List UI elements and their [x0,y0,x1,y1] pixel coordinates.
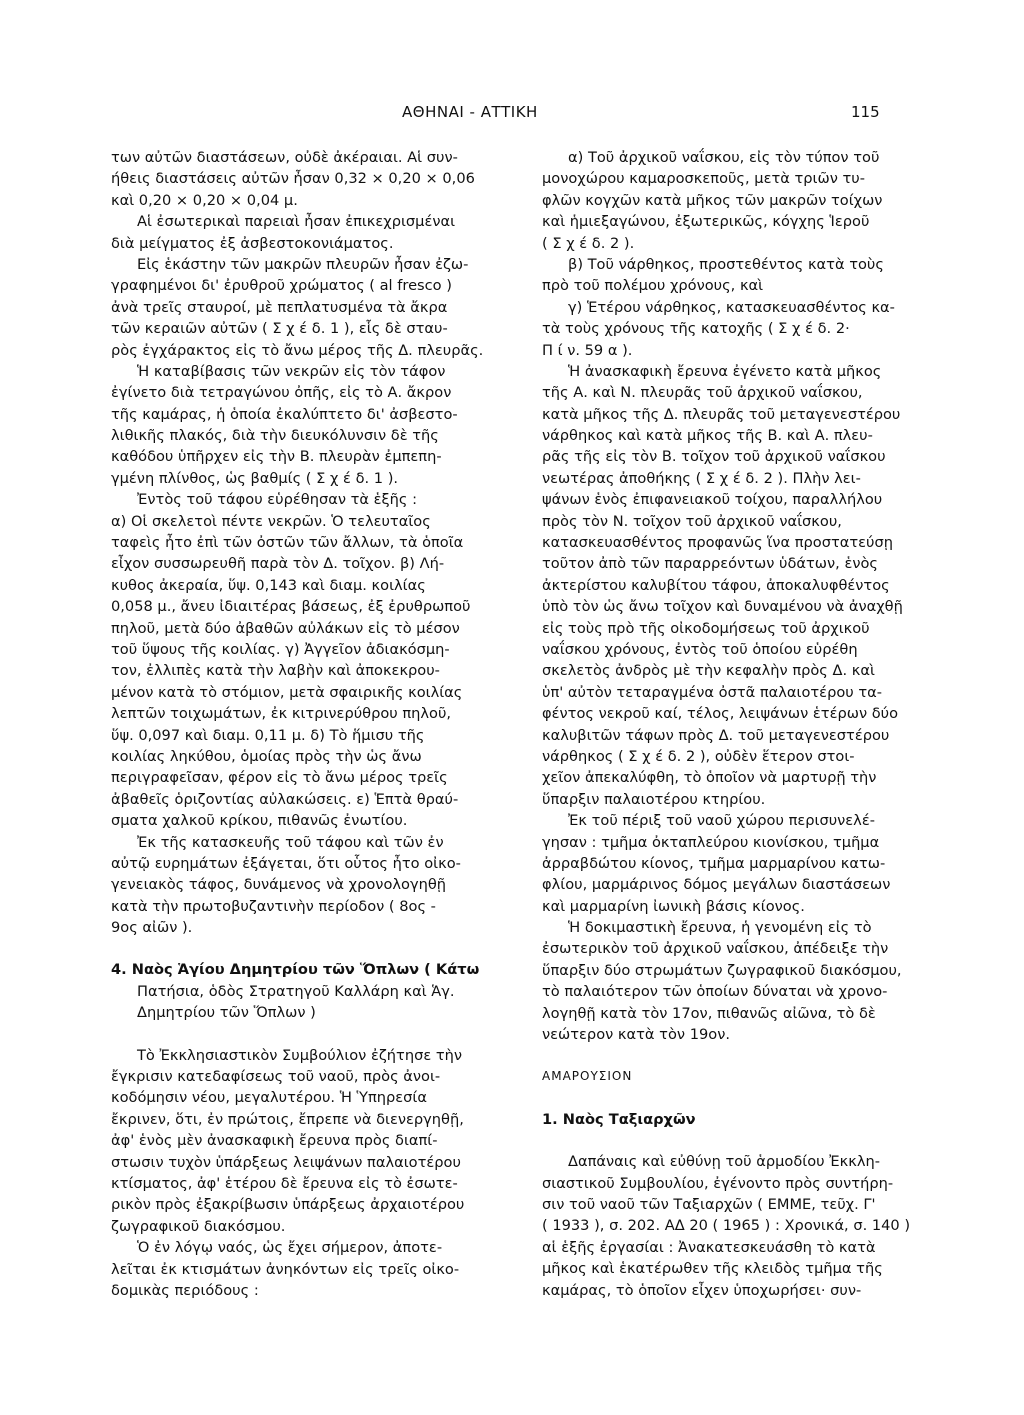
text-line: ρικὸν πρὸς ἐξακρίβωσιν ὑπάρξεως ἀρχαιοτέρου [111,1196,465,1214]
paragraph-gap [111,1024,483,1045]
text-line: 0,058 μ., ἄνευ ἰδιαιτέρας βάσεως, ἐξ ἐρυθρωποῦ [111,598,471,616]
text-line: λιθικῆς πλακός, διὰ τὴν διευκόλυνσιν δὲ τῆς [111,427,439,445]
text-line: πηλοῦ, μετὰ δύο ἀβαθῶν αὐλάκων εἰς τὸ μέσον [111,619,460,637]
text-line: Ἡ καταβίβασις τῶν νεκρῶν εἰς τὸν τάφον [137,362,446,380]
text-line: κοιλίας ληκύθου, ὁμοίας πρὸς τὴν ὡς ἄνω [111,747,422,765]
text-line: ὑπὸ τὸν ὡς ἄνω τοῖχον καὶ δυναμένου νὰ ἀναχθῇ [542,598,903,616]
text-line: σιαστικοῦ Συμβουλίου, ἐγένοντο πρὸς συντήρη- [542,1174,894,1192]
text-line: α) Τοῦ ἀρχικοῦ ναΐσκου, εἰς τὸν τύπον τοῦ [568,149,880,166]
text-line: σματα χαλκοῦ κρίκου, πιθανῶς ἐνωτίου. [111,812,408,830]
text-line: φέντος νεκροῦ καί, τέλος, λειψάνων ἑτέρων δύο [542,705,899,723]
text-line: περιγραφεῖσαν, φέρον εἰς τὸ ἄνω μέρος τρεῖς [111,769,448,787]
text-line: κατὰ μῆκος τῆς Δ. πλευρᾶς τοῦ μεταγενεστέρου [542,405,901,423]
text-line: μονοχώρου καμαροσκεποῦς, μετὰ τριῶν τυ- [542,170,865,188]
paragraph-gap [542,1130,889,1151]
text-line: ὕπαρξιν δύο στρωμάτων ζωγραφικοῦ διακόσμου, [542,961,902,979]
text-line: κυθος ἀκεραία, ὕψ. 0,143 καὶ διαμ. κοιλίας [111,576,426,594]
text-line: Π ί ν. 59 α ). [542,341,633,359]
text-line: φλίου, μαρμάρινος δόμος μεγάλων διαστάσεων [542,876,891,894]
text-line: Ἐκ τοῦ πέριξ τοῦ ναοῦ χώρου περισυνελέ- [568,812,875,830]
text-line: κοδόμησιν νέου, μεγαλυτέρου. Ἡ Ὑπηρεσία [111,1089,427,1107]
text-line: λεῖται ἐκ κτισμάτων ἀνηκόντων εἰς τρεῖς οἰκο- [111,1260,460,1278]
text-line: ἀκτερίστου καλυβίτου τάφου, ἀποκαλυφθέντος [542,576,890,594]
text-line: τὸ παλαιότερον τῶν ὁποίων δύναται νὰ χρονο- [542,983,888,1001]
text-line: λεπτῶν τοιχωμάτων, ἐκ κιτρινερύθρου πηλοῦ, [111,705,452,723]
text-line: δομικὰς περιόδους : [111,1281,259,1299]
paragraph-gap [542,1088,889,1109]
text-line: ζωγραφικοῦ διακόσμου. [111,1217,286,1235]
text-line: μῆκος καὶ ἑκατέρωθεν τῆς κλειδὸς τμῆμα τῆς [542,1260,883,1278]
text-line: νάρθηκος καὶ κατὰ μῆκος τῆς Β. καὶ Α. πλευ- [542,427,873,445]
text-line: εἰς τοὺς πρὸ τῆς οἰκοδομήσεως τοῦ ἀρχικοῦ [542,619,870,637]
text-line: τοῦ ὕψους τῆς κοιλίας. γ) Ἀγγεῖον ἀδιακόσμη- [111,640,450,658]
text-line: Εἰς ἑκάστην τῶν μακρῶν πλευρῶν ἦσαν ἐζω- [137,255,469,273]
text-line: τῆς Α. καὶ Ν. πλευρᾶς τοῦ ἀρχικοῦ ναΐσκου, [542,384,863,402]
left-column [111,147,483,1301]
text-line: τον, ἐλλιπὲς κατὰ τὴν λαβὴν καὶ ἀποκεκρου- [111,662,440,680]
text-line: Ἐντὸς τοῦ τάφου εὑρέθησαν τὰ ἑξῆς : [137,491,418,509]
text-line: ἐσωτερικὸν τοῦ ἀρχικοῦ ναΐσκου, ἀπέδειξε τὴν [542,940,889,958]
text-line: πρὸς τὸν Ν. τοῖχον τοῦ ἀρχικοῦ ναΐσκου, [542,512,842,530]
text-line: κατασκευασθέντος προφανῶς ἵνα προστατεύσῃ [542,534,893,552]
text-line: ἀβαθεῖς ὁριζοντίας αὐλακώσεις. ε) Ἑπτὰ θραύ- [111,790,459,808]
text-line: Ὁ ἐν λόγῳ ναός, ὡς ἔχει σήμερον, ἀποτε- [137,1239,443,1257]
text-line: σκελετὸς ἀνδρὸς μὲ τὴν κεφαλὴν πρὸς Δ. καὶ [542,662,875,680]
text-line: αἱ ἑξῆς ἐργασίαι : Ἀνακατεσκευάσθη τὸ κατὰ [542,1238,876,1256]
text-line: ήθεις διαστάσεις αὐτῶν ἦσαν 0,32 × 0,20 × 0,06 [111,170,475,188]
text-line: ( 1933 ), σ. 202. ΑΔ 20 ( 1965 ) : Χρονικά, σ. 140 ) [542,1217,911,1235]
text-line: νεωτέρας ἀποθήκης ( Σ χ έ δ. 2 ). Πλὴν λει- [542,469,861,487]
text-line: ναΐσκου χρόνους, ἐντὸς τοῦ ὁποίου εὑρέθη [542,640,858,658]
text-line: ταφεὶς ἦτο ἐπὶ τῶν ὀστῶν τῶν ἄλλων, τὰ ὁποῖα [111,534,464,552]
text-line: κατὰ τὴν πρωτοβυζαντινὴν περίοδον ( 8ος - [111,897,436,915]
text-line: Ἐκ τῆς κατασκευῆς τοῦ τάφου καὶ τῶν ἐν [137,833,444,851]
text-line: καθόδου ὑπῆρχεν εἰς τὴν Β. πλευρὰν ἐμπεπη- [111,448,442,466]
text-line: ὕψ. 0,097 καὶ διαμ. 0,11 μ. δ) Τὸ ἥμισυ τῆς [111,726,425,744]
text-line: Δημητρίου τῶν Ὅπλων ) [137,1004,316,1022]
paragraph-gap [111,938,483,959]
text-line: ἀφ' ἑνὸς μὲν ἀνασκαφικὴ ἔρευνα πρὸς διαπί- [111,1132,438,1150]
text-line: ψάνων ἑνὸς ἐπιφανειακοῦ τοίχου, παραλλήλου [542,491,883,509]
page-number: 115 [851,103,880,121]
text-line: καὶ ἡμιεξαγώνου, ἐξωτερικῶς, κόγχης Ἱεροῦ [542,213,870,231]
text-line: ὑπ' αὐτὸν τεταραγμένα ὀστᾶ παλαιοτέρου τα- [542,683,883,701]
text-line: α) Οἱ σκελετοὶ πέντε νεκρῶν. Ὁ τελευταῖος [111,512,431,530]
text-line: κτίσματος, ἀφ' ἑτέρου δὲ ἔρευνα εἰς τὸ ἐσωτε- [111,1174,458,1192]
text-line: εἶχον συσσωρευθῆ παρὰ τὸν Δ. τοῖχον. β) Λή- [111,555,445,573]
text-line: Ἡ δοκιμαστικὴ ἔρευνα, ἡ γενομένη εἰς τὸ [568,919,872,937]
text-line: ( Σ χ έ δ. 2 ). [542,234,635,252]
text-line: τῶν κεραιῶν αὐτῶν ( Σ χ έ δ. 1 ), εἷς δὲ σταυ- [111,320,448,338]
text-line: πρὸ τοῦ πολέμου χρόνους, καὶ [542,277,764,295]
text-line: ἀρραβδώτου κίονος, τμῆμα μαρμαρίνου κατω- [542,854,886,872]
text-line: ἔκρινεν, ὅτι, ἐν πρώτοις, ἔπρεπε νὰ διενεργηθῇ, [111,1110,464,1128]
text-line: των αὐτῶν διαστάσεων, οὐδὲ ἀκέραιαι. Αἱ συν- [111,149,458,166]
text-line: νάρθηκος ( Σ χ έ δ. 2 ), οὐδὲν ἕτερον στοι- [542,747,855,765]
section-heading: 4. Ναὸς Ἁγίου Δημητρίου τῶν Ὅπλων ( Κάτω [111,961,480,979]
text-line: καμάρας, τὸ ὁποῖον εἶχεν ὑποχωρήσει· συν- [542,1281,862,1299]
text-line: β) Τοῦ νάρθηκος, προστεθέντος κατὰ τοὺς [568,255,884,273]
text-line: Ἡ ἀνασκαφικὴ ἔρευνα ἐγένετο κατὰ μῆκος [568,362,882,380]
section-heading: 1. Ναὸς Ταξιαρχῶν [542,1110,696,1128]
text-line: φλῶν κογχῶν κατὰ μῆκος τῶν μακρῶν τοίχων [542,191,883,209]
text-line: διὰ μείγματος ἐξ ἀσβεστοκονιάματος. [111,234,394,252]
text-line: Αἱ ἐσωτερικαὶ παρειαὶ ἦσαν ἐπικεχρισμέναι [137,213,456,231]
text-line: αὐτῷ ευρημάτων ἐξάγεται, ὅτι οὗτος ἦτο οἰκο- [111,854,461,872]
text-line: στωσιν τυχὸν ὑπάρξεως λειψάνων παλαιοτέρου [111,1153,461,1171]
text-line: Τὸ Ἐκκλησιαστικὸν Συμβούλιον ἐζήτησε τὴν [137,1046,463,1064]
text-line: καὶ μαρμαρίνη ἰωνικὴ βάσις κίονος. [542,897,805,915]
text-line: λογηθῇ κατὰ τὸν 17ον, πιθανῶς αἰῶνα, τὸ δὲ [542,1004,876,1022]
text-line: γενειακὸς τάφος, δυνάμενος νὰ χρονολογηθῇ [111,876,447,894]
running-header: ΑΘΗΝΑΙ - ΑΤΤΙΚΗ [402,103,538,121]
text-line: καὶ 0,20 × 0,20 × 0,04 μ. [111,191,298,209]
text-line: γ) Ἑτέρου νάρθηκος, κατασκευασθέντος κα- [568,298,895,316]
text-line: τὰ τοὺς χρόνους τῆς κατοχῆς ( Σ χ έ δ. 2· [542,320,850,338]
text-line: ρᾶς τῆς εἰς τὸν Β. τοῖχον τοῦ ἀρχικοῦ ναΐσκου [542,448,886,466]
section-place-heading: ΑΜΑΡΟΥΣΙΟΝ [542,1069,633,1084]
text-line: μένον κατὰ τὸ στόμιον, μετὰ σφαιρικῆς κοιλίας [111,683,463,701]
text-line: καλυβιτῶν τάφων πρὸς Δ. τοῦ μεταγενεστέρου [542,726,890,744]
text-line: ὕπαρξιν παλαιοτέρου κτηρίου. [542,790,766,808]
text-line: χεῖον ἀπεκαλύφθη, τὸ ὁποῖον νὰ μαρτυρῇ τὴν [542,769,877,787]
text-line: ἀνὰ τρεῖς σταυροί, μὲ πεπλατυσμένα τὰ ἄκρα [111,298,448,316]
text-line: ἔγκρισιν κατεδαφίσεως τοῦ ναοῦ, πρὸς ἀνοι- [111,1068,441,1086]
text-line: Πατήσια, ὁδὸς Στρατηγοῦ Καλλάρη καὶ Ἁγ. [137,982,455,1000]
text-line: Δαπάναις καὶ εὐθύνῃ τοῦ ἁρμοδίου Ἐκκλη- [568,1153,880,1171]
text-line: γραφημένοι δι' ἐρυθροῦ χρώματος ( al fresco ) [111,277,452,295]
text-line: γησαν : τμῆμα ὀκταπλεύρου κιονίσκου, τμῆμα [542,833,880,851]
text-line: σιν τοῦ ναοῦ τῶν Ταξιαρχῶν ( ΕΜΜΕ, τεῦχ. Γ' [542,1195,876,1213]
text-line: τοῦτον ἀπὸ τῶν παραρρεόντων ὑδάτων, ἑνὸς [542,555,878,573]
text-line: τῆς καμάρας, ἡ ὁποία ἐκαλύπτετο δι' ἀσβεστο- [111,405,458,423]
right-column [542,147,911,1301]
paragraph-gap [542,1045,889,1066]
text-line: ἐγίνετο διὰ τετραγώνου ὀπῆς, εἰς τὸ Α. ἄκρον [111,384,452,402]
text-line: ρὸς ἐγχάρακτος εἰς τὸ ἄνω μέρος τῆς Δ. πλευρᾶς. [111,341,484,359]
text-line: 9ος αἰῶν ). [111,919,193,937]
text-line: γμένη πλίνθος, ὡς βαθμίς ( Σ χ έ δ. 1 ). [111,469,399,487]
text-line: νεώτερον κατὰ τὸν 19ον. [542,1026,730,1044]
